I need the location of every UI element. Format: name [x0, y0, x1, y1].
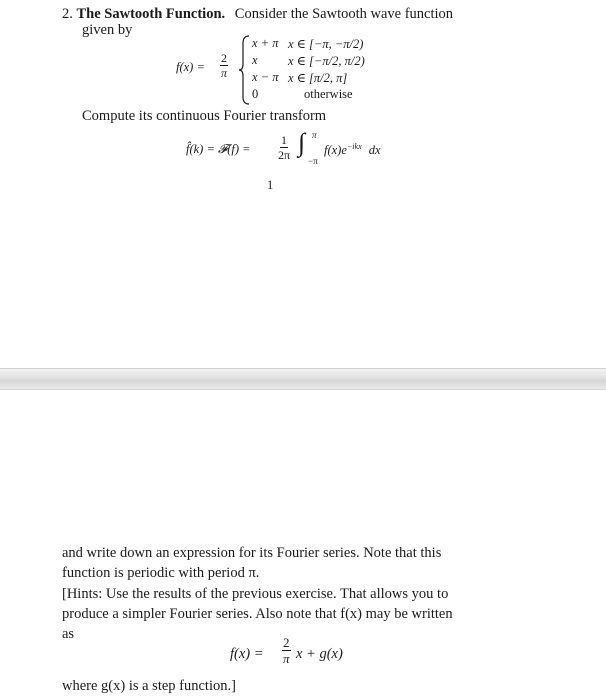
transform-intro: Compute its continuous Fourier transform [82, 108, 327, 124]
transform-fraction: $\frac{1}{2\pi}$ [278, 133, 291, 162]
transform-lhs: f̂(k) = 𝓕(f) = [186, 142, 251, 156]
series-line-2: function is periodic with period π. [62, 565, 260, 581]
problem-number: 2. [62, 6, 73, 22]
fourier-transform-formula [186, 128, 406, 168]
hint-last-line: where g(x) is a step function.] [62, 678, 236, 694]
integral-lower-limit: −π [308, 156, 318, 166]
problem-intro: Consider the Sawtooth wave function [234, 6, 454, 22]
piecewise-coefficient: $\frac{2}{\pi}$ [220, 51, 227, 80]
page-separator [0, 368, 606, 390]
equation-fraction: $\frac{2}{\pi}$ [282, 635, 290, 666]
piecewise-definition [176, 34, 416, 104]
hint-line-2: produce a simpler Fourier series. Also note that f(x) may be written [62, 606, 453, 622]
piecewise-row-3: x − π x ∈ [π/2, π] [252, 70, 348, 85]
problem-intro-line2: given by [82, 22, 133, 38]
integral-sign: ∫ [298, 128, 306, 157]
integrand: $f(x)e^{-ikx}$ dx [324, 142, 381, 158]
piecewise-row-2: x x ∈ [−π/2, π/2) [252, 53, 365, 68]
hint-line-3: as [62, 626, 75, 642]
hint-line-1: [Hints: Use the results of the previous exercise. That allows you to [62, 586, 449, 602]
piecewise-row-4: 0 otherwise [252, 87, 353, 101]
piecewise-row-1: x + π x ∈ [−π, −π/2) [252, 36, 364, 51]
series-line-1: and write down an expression for its Fourier series. Note that this [62, 545, 442, 561]
piecewise-lhs: f(x) = [176, 60, 205, 74]
problem-title: The Sawtooth Function. [76, 6, 226, 22]
equation-rhs: x + g(x) [296, 646, 343, 662]
equation-lhs: f(x) = [230, 646, 264, 662]
left-brace-icon [238, 35, 250, 105]
page-number: 1 [267, 178, 274, 192]
decomposition-equation [230, 634, 390, 670]
integral-upper-limit: π [312, 130, 317, 140]
